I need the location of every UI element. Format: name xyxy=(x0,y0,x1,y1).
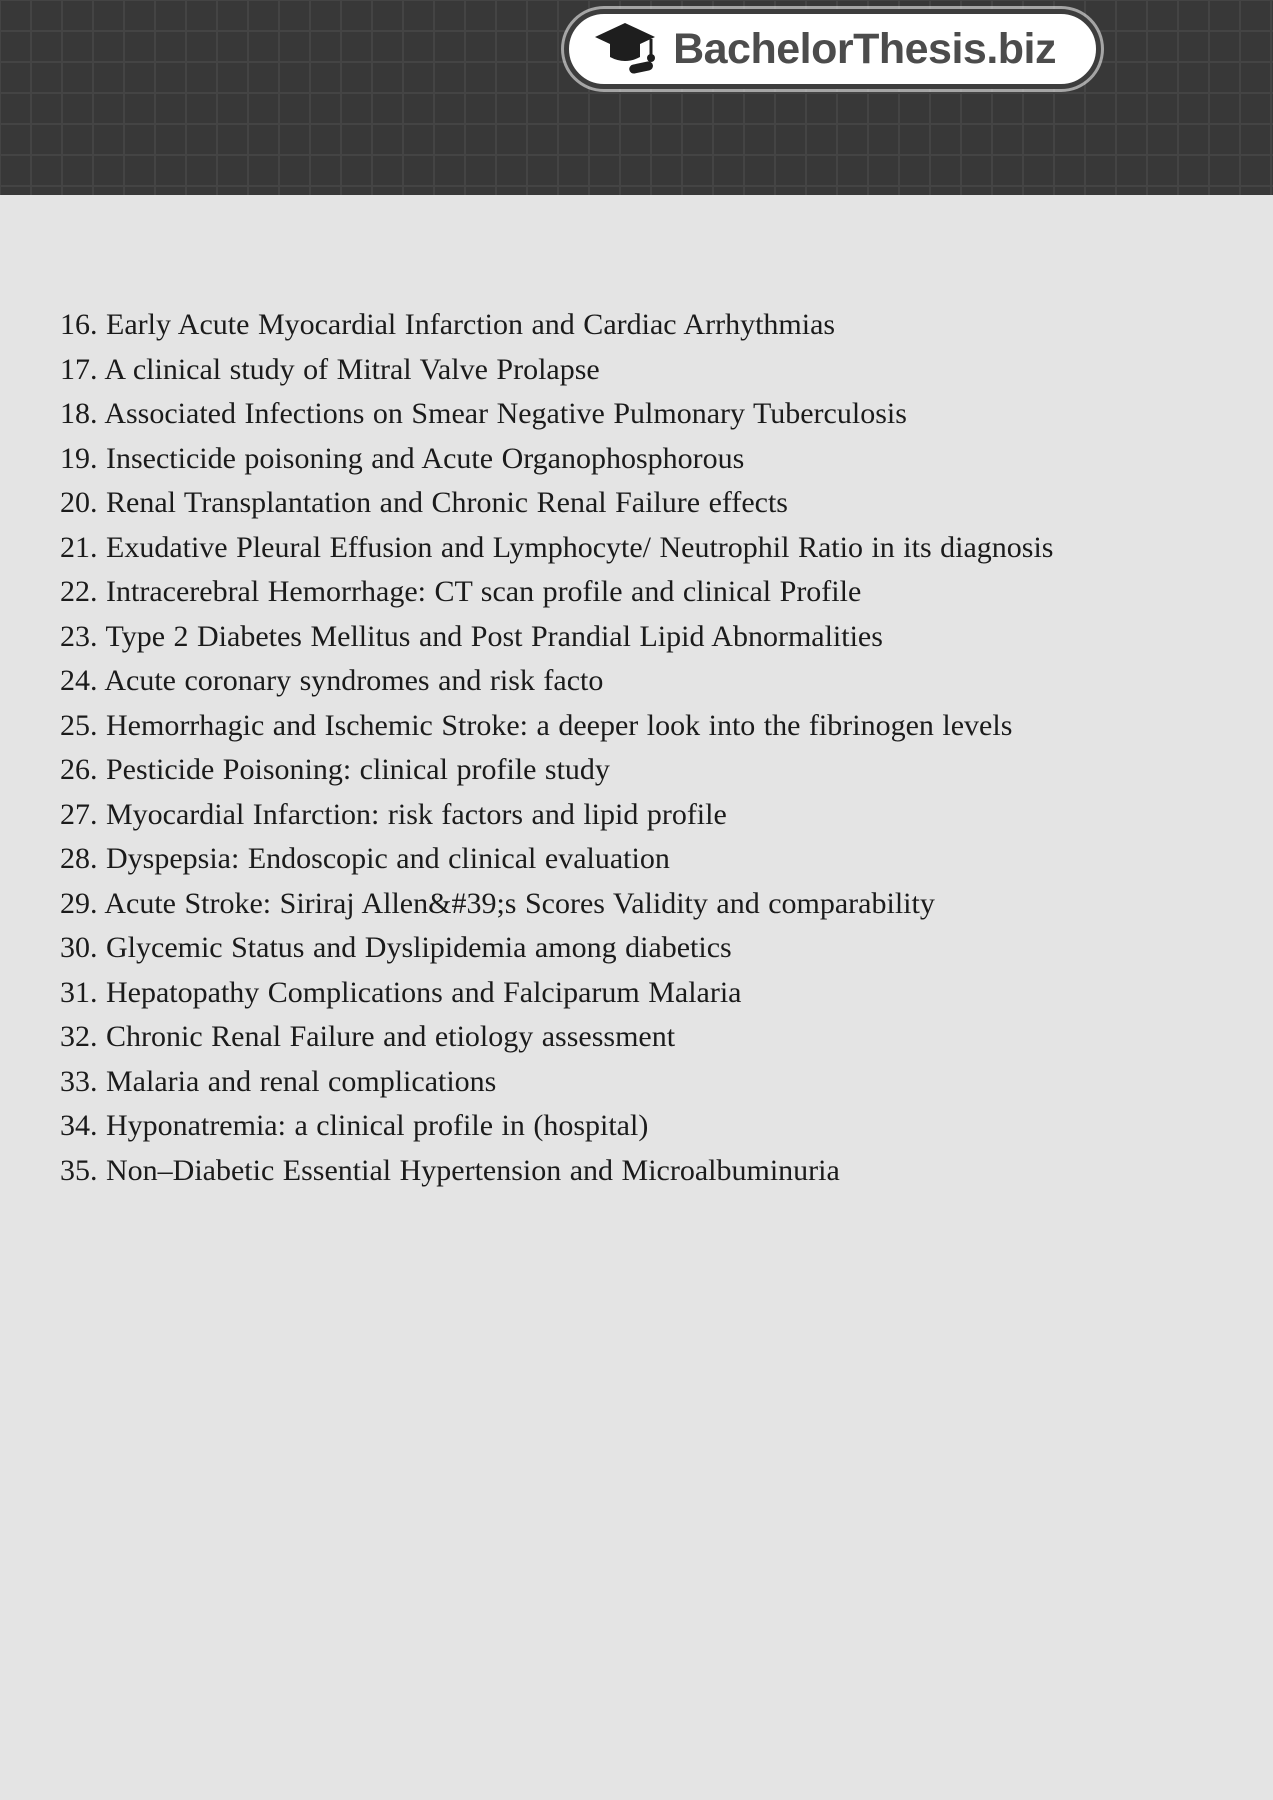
list-item: 34. Hyponatremia: a clinical profile in (hospital) xyxy=(60,1109,649,1142)
thesis-list xyxy=(60,303,1218,1193)
list-item: 16. Early Acute Myocardial Infarction and Cardiac Arrhythmias xyxy=(60,308,836,341)
list-item: 35. Non–Diabetic Essential Hypertension and Microalbuminuria xyxy=(60,1153,840,1187)
list-item: 27. Myocardial Infarction: risk factors and lipid profile xyxy=(60,797,727,831)
list-item: 28. Dyspepsia: Endoscopic and clinical evaluation xyxy=(60,842,670,875)
site-logo[interactable] xyxy=(564,9,1101,89)
list-item: 26. Pesticide Poisoning: clinical profile study xyxy=(60,753,610,786)
site-logo-text: BachelorThesis.biz xyxy=(673,24,1056,73)
list-item: 24. Acute coronary syndromes and risk facto xyxy=(60,664,604,697)
list-item: 25. Hemorrhagic and Ischemic Stroke: a deeper look into the fibrinogen levels xyxy=(60,708,1013,742)
list-item: 19. Insecticide poisoning and Acute Organophosphorous xyxy=(60,441,745,475)
list-item: 18. Associated Infections on Smear Negative Pulmonary Tuberculosis xyxy=(60,397,907,430)
list-item: 23. Type 2 Diabetes Mellitus and Post Prandial Lipid Abnormalities xyxy=(60,619,883,653)
list-item: 29. Acute Stroke: Siriraj Allen&#39;s Scores Validity and comparability xyxy=(60,886,935,920)
list-item: 31. Hepatopathy Complications and Falciparum Malaria xyxy=(60,975,742,1009)
list-item: 20. Renal Transplantation and Chronic Renal Failure effects xyxy=(60,486,788,519)
list-item: 22. Intracerebral Hemorrhage: CT scan profile and clinical Profile xyxy=(60,575,862,608)
list-item: 21. Exudative Pleural Effusion and Lymphocyte/ Neutrophil Ratio in its diagnosis xyxy=(60,530,1054,564)
site-header xyxy=(0,0,1273,195)
graduation-cap-icon xyxy=(593,21,657,77)
list-item: 17. A clinical study of Mitral Valve Prolapse xyxy=(60,352,600,386)
list-item: 30. Glycemic Status and Dyslipidemia among diabetics xyxy=(60,931,732,964)
list-item: 33. Malaria and renal complications xyxy=(60,1064,497,1098)
list-item: 32. Chronic Renal Failure and etiology assessment xyxy=(60,1020,676,1053)
content xyxy=(0,195,1273,1193)
